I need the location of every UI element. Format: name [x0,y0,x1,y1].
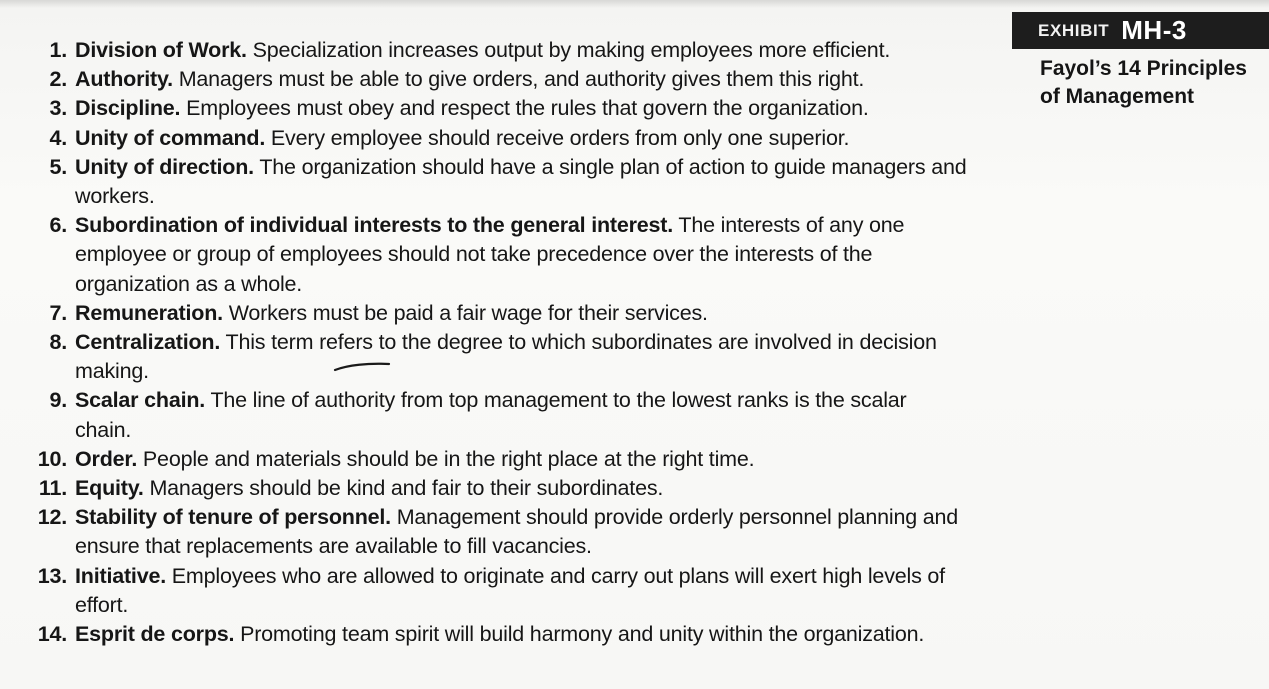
principle-number: 13. [37,563,67,588]
page-top-edge [0,0,1269,8]
principle-content [75,503,1000,561]
principle-content [75,445,1012,474]
principle-content [75,36,1012,65]
principles-list [22,36,1012,649]
principle-number: 12. [37,505,67,530]
principle-term: Unity of direction. [75,154,254,179]
principle-term: Initiative. [75,563,166,588]
principle-content [75,620,1012,649]
exhibit-label-bar [1012,12,1269,49]
pen-underline-mark [333,360,393,374]
principle-content [75,299,1012,328]
principle-number: 8. [49,330,67,355]
principle-item-14 [22,620,1012,649]
principle-term: Discipline. [75,96,181,121]
principle-item-2 [22,65,1012,94]
principle-number: 4. [49,125,67,150]
principle-number: 3. [49,96,67,121]
principle-number: 10. [37,446,67,471]
principle-description: Employees who are allowed to originate and carry out plans will exert high levels of effort. [75,563,945,617]
principle-content [75,386,950,444]
principle-term: Subordination of individual interests to the general interest. [75,213,674,238]
principle-item-5 [22,153,1012,211]
principle-description: Promoting team spirit will build harmony and unity within the organization. [240,622,925,647]
principle-item-10 [22,445,1012,474]
principle-number: 9. [49,388,67,413]
principle-number: 11. [38,476,67,501]
principle-description: Managers must be able to give orders, and authority gives them this right. [178,67,865,92]
principle-content [75,124,1012,153]
principle-number: 2. [49,67,67,92]
exhibit-title: Fayol’s 14 Principles of Management [1040,57,1247,108]
principle-number: 7. [49,300,67,325]
principle-number: 6. [49,213,67,238]
principle-item-6 [22,211,1012,299]
principle-term: Unity of command. [75,125,266,150]
principle-item-9 [22,386,1012,444]
principle-term: Stability of tenure of personnel. [75,505,391,530]
principle-description: The line of authority from top management to the lowest ranks is the scalar chain. [75,388,907,442]
principle-item-12 [22,503,1012,561]
principle-term: Authority. [75,67,173,92]
principle-term: Scalar chain. [75,388,206,413]
principle-number: 14. [37,622,67,647]
principle-content [75,211,980,299]
principle-term: Equity. [75,476,144,501]
principle-number: 1. [49,38,67,62]
principle-item-11 [22,474,1012,503]
principle-content [75,94,1012,123]
principle-description: Every employee should receive orders from only one superior. [270,125,850,150]
exhibit-id: MH-3 [1121,15,1187,45]
principle-description: The interests of any one employee or group of employees should not take precedence over the interests of the organization as a whole. [75,213,905,296]
principle-item-13 [22,562,1012,620]
principle-item-7 [22,299,1012,328]
principle-description: Employees must obey and respect the rules that govern the organization. [186,96,869,121]
principle-item-8 [22,328,1012,386]
principle-item-4 [22,124,1012,153]
principle-content [75,474,1012,503]
principle-item-3 [22,94,1012,123]
principle-description: The organization should have a single plan of action to guide managers and workers. [75,154,967,209]
principle-content [75,65,1012,94]
principle-description: People and materials should be in the right place at the right time. [142,446,755,471]
principle-description: Managers should be kind and fair to their subordinates. [149,476,664,501]
principle-term: Division of Work. [75,38,247,62]
principle-number: 5. [49,154,67,179]
principle-term: Esprit de corps. [75,622,235,647]
principle-content [75,153,995,211]
principle-description: This term refers to the degree to which subordinates are involved in decision making. [75,330,937,384]
principle-content [75,562,970,620]
principle-term: Centralization. [75,330,221,355]
principle-term: Order. [75,446,138,471]
principle-item-1 [22,36,1012,65]
exhibit-word: EXHIBIT [1038,20,1110,40]
principle-description: Specialization increases output by making employees more efficient. [252,38,891,62]
principle-term: Remuneration. [75,300,223,325]
principle-description: Workers must be paid a fair wage for their services. [228,300,708,325]
principle-content [75,328,955,386]
principle-description: Management should provide orderly personnel planning and ensure that replacements are available to fill vacancies. [75,505,959,559]
